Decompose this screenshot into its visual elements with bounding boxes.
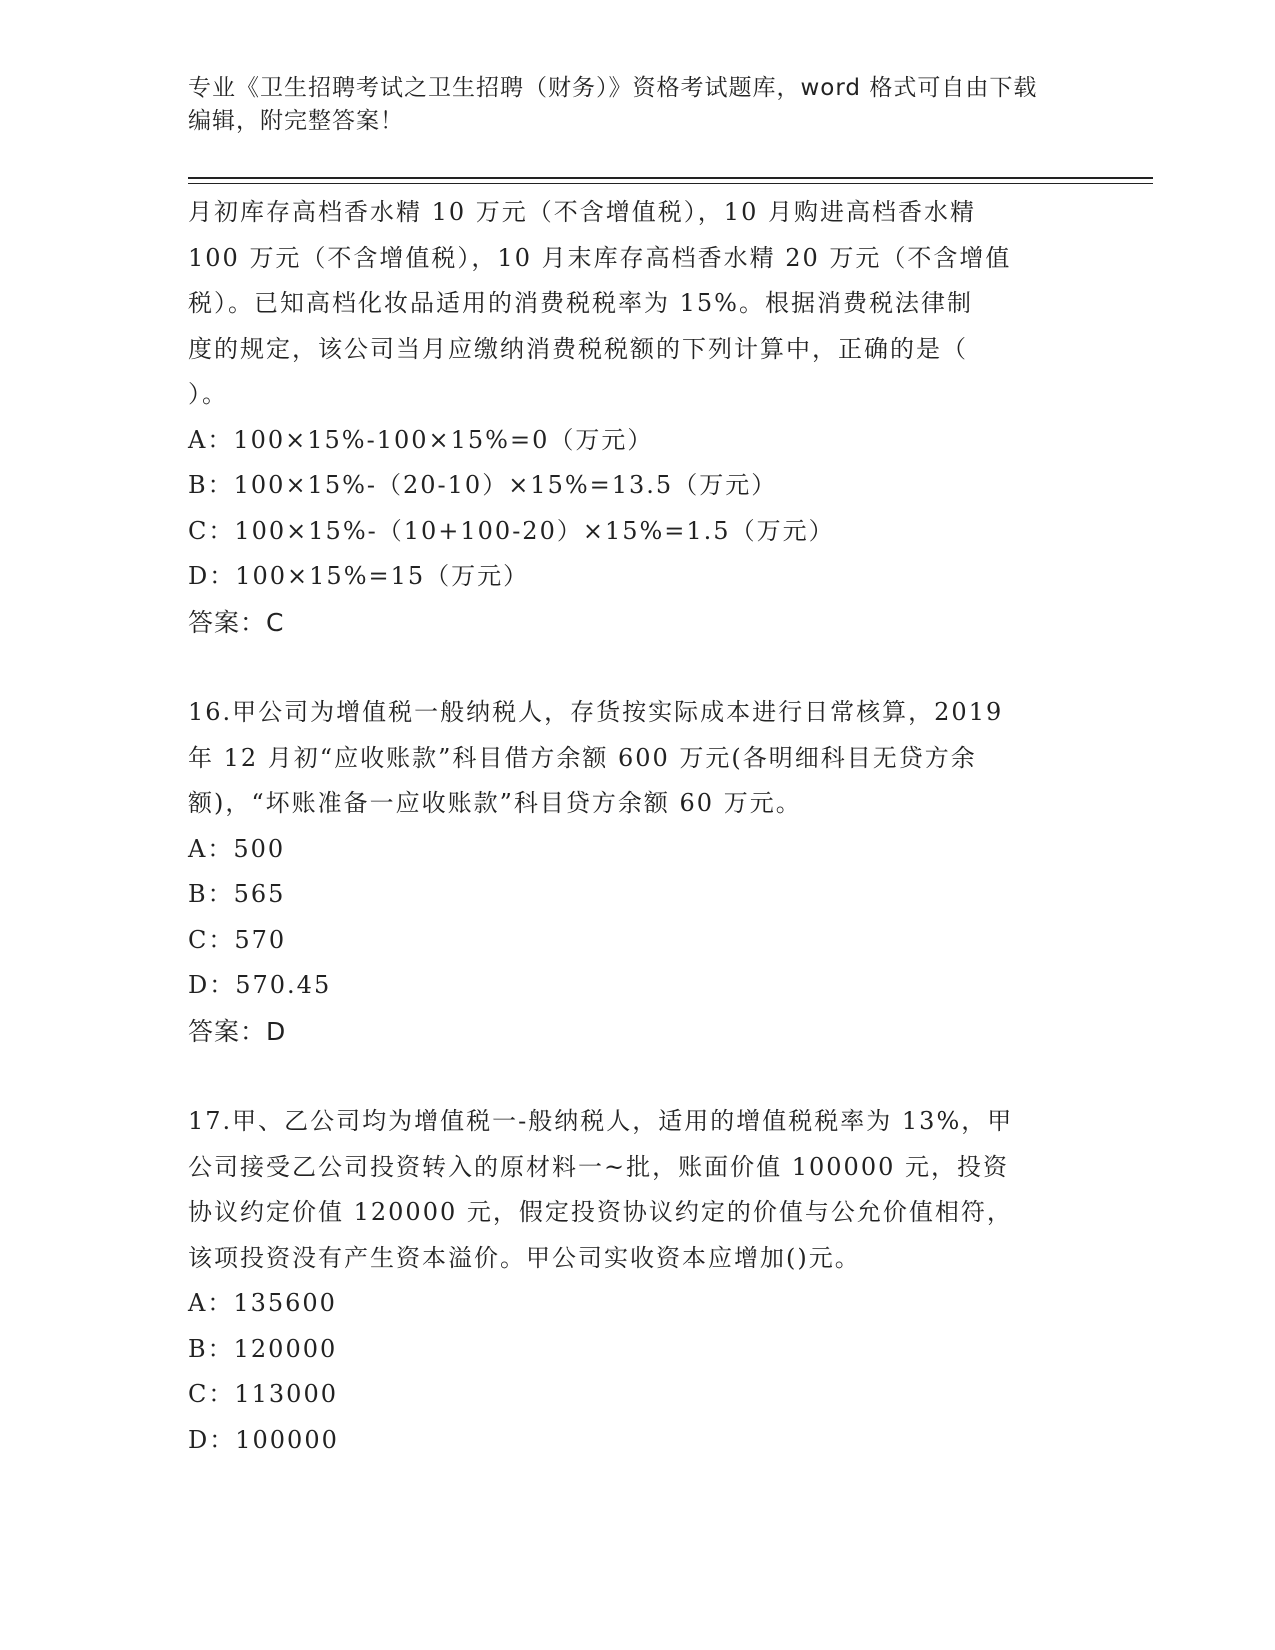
- option-b: B：100×15%-（20-10）×15%=13.5（万元）: [188, 471, 778, 499]
- option-c: C：100×15%-（10+100-20）×15%=1.5（万元）: [188, 516, 835, 545]
- spacer: [188, 645, 1088, 690]
- question-stem-line: 年 12 月初“应收账款”科目借方余额 600 万元(各明细科目无贷方余: [188, 743, 977, 772]
- option-c: C：570: [188, 925, 287, 954]
- question-stem-line: 协议约定价值 120000 元，假定投资协议约定的价值与公允价值相符，: [188, 1198, 1013, 1226]
- question-stem-line: 月初库存高档香水精 10 万元（不含增值税），10 月购进高档香水精: [188, 198, 976, 226]
- question-stem-line: 该项投资没有产生资本溢价。甲公司实收资本应增加()元。: [188, 1243, 861, 1272]
- question-stem-line: 度的规定，该公司当月应缴纳消费税税额的下列计算中，正确的是（: [188, 334, 968, 363]
- option-d: D：100000: [188, 1425, 339, 1454]
- header-line-2: 编辑，附完整答案！: [188, 108, 404, 134]
- question-stem-line: 额)，“坏账准备一应收账款”科目贷方余额 60 万元。: [188, 789, 802, 817]
- question-stem-line: ）。: [188, 380, 228, 408]
- question-stem-line: 公司接受乙公司投资转入的原材料一~批，账面价值 100000 元，投资: [188, 1152, 1009, 1181]
- option-a: A：135600: [188, 1289, 337, 1317]
- question-block-15: [188, 190, 1088, 645]
- question-stem-line: 税）。已知高档化妆品适用的消费税税率为 15%。根据消费税法律制: [188, 289, 973, 317]
- answer-line: 答案：C: [188, 607, 285, 637]
- question-stem-line: 16.甲公司为增值税一般纳税人，存货按实际成本进行日常核算，2019: [188, 698, 1004, 726]
- spacer: [188, 1054, 1088, 1099]
- question-stem-line: 100 万元（不含增值税），10 月末库存高档香水精 20 万元（不含增值: [188, 243, 1012, 272]
- option-a: A：500: [188, 834, 286, 863]
- header-divider-thin: [188, 183, 1153, 184]
- document-header: [188, 72, 1088, 138]
- option-d: D：100×15%=15（万元）: [188, 562, 530, 590]
- header-divider-thick: [188, 177, 1153, 179]
- question-block-16: [188, 690, 1088, 1054]
- question-content: [188, 190, 1088, 1463]
- header-line-1: 专业《卫生招聘考试之卫生招聘（财务）》资格考试题库，word 格式可自由下载: [188, 75, 1038, 101]
- answer-line: 答案：D: [188, 1016, 287, 1046]
- option-c: C：113000: [188, 1380, 338, 1408]
- option-b: B：565: [188, 880, 286, 908]
- option-a: A：100×15%-100×15%=0（万元）: [188, 425, 654, 454]
- option-d: D：570.45: [188, 971, 332, 999]
- question-block-17: [188, 1099, 1088, 1463]
- question-stem-line: 17.甲、乙公司均为增值税一-般纳税人，适用的增值税税率为 13%，甲: [188, 1107, 1014, 1135]
- option-b: B：120000: [188, 1334, 338, 1363]
